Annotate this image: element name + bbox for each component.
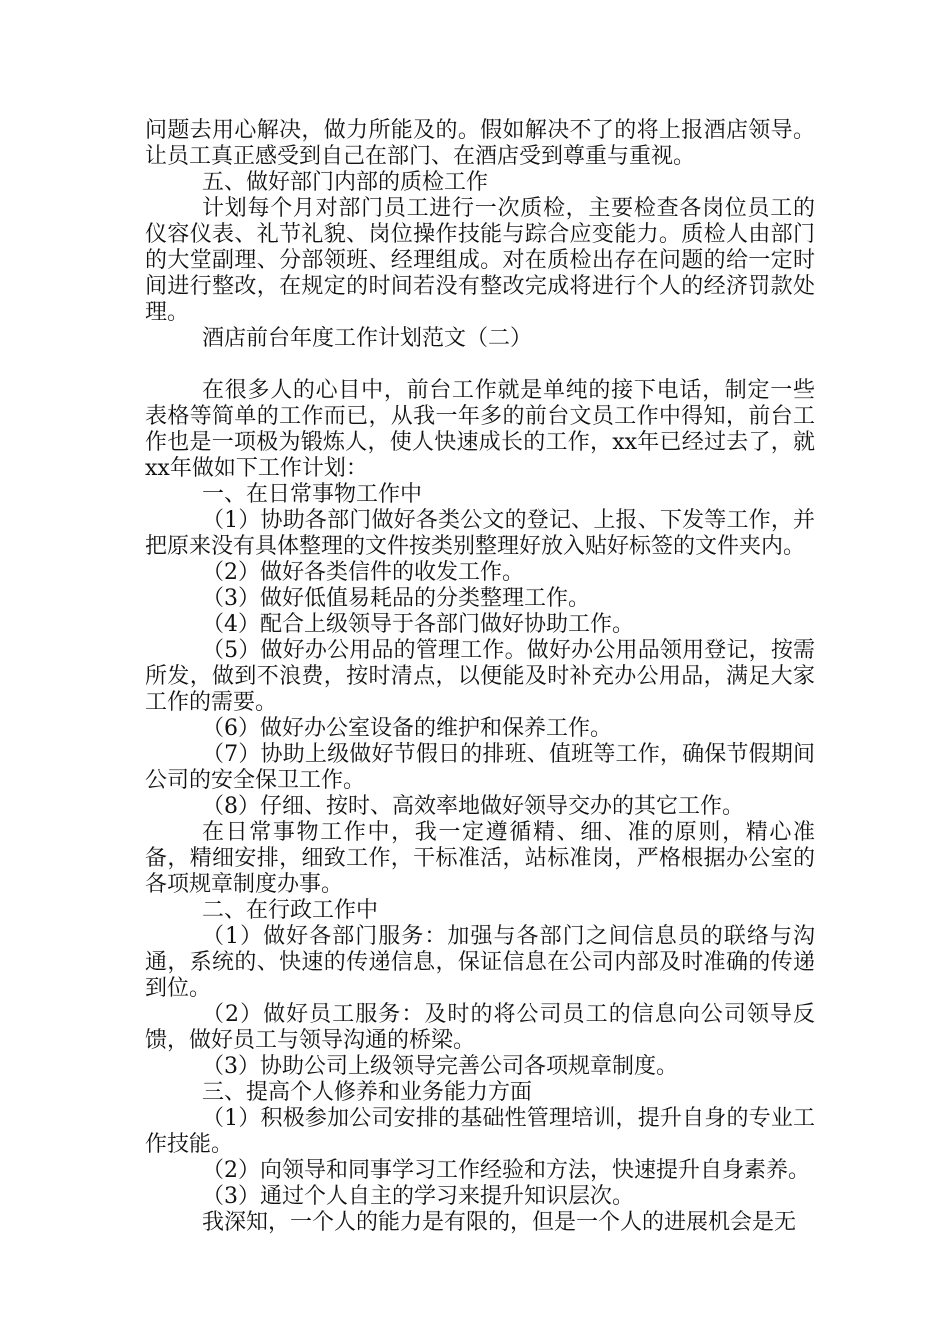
paragraph: 在很多人的心目中，前台工作就是单纯的接下电话，制定一些表格等简单的工作而已，从我一年多的前台文员工作中得知，前台工作也是一项极为锻炼人，使人快速成长的工作，xx年已经过去了，就xx年做如下工作计划：: [145, 378, 815, 481]
paragraph: 酒店前台年度工作计划范文（二）: [202, 326, 533, 351]
paragraph: （7）协助上级做好节假日的排班、值班等工作，确保节假期间公司的安全保卫工作。: [145, 742, 815, 793]
paragraph: （1）做好各部门服务：加强与各部门之间信息员的联络与沟通，系统的、快速的传递信息，保证信息在公司内部及时准确的传递到位。: [145, 924, 815, 1001]
paragraph: （3）通过个人自主的学习来提升知识层次。: [202, 1184, 634, 1209]
paragraph: 在日常事物工作中，我一定遵循精、细、准的原则，精心准备，精细安排，细致工作，干标准活，站标准岗，严格根据办公室的各项规章制度办事。: [145, 820, 815, 897]
paragraph: 计划每个月对部门员工进行一次质检，主要检查各岗位员工的仪容仪表、礼节礼貌、岗位操作技能与踪合应变能力。质检人由部门的大堂副理、分部领班、经理组成。对在质检出存在问题的给一定时间进行整改，在规定的时间若没有整改完成将进行个人的经济罚款处理。: [145, 196, 815, 325]
paragraph: （4）配合上级领导于各部门做好协助工作。: [202, 612, 634, 637]
paragraph: 我深知，一个人的能力是有限的，但是一个人的进展机会是无: [202, 1210, 797, 1235]
document-body: [145, 118, 815, 1236]
paragraph: （6）做好办公室设备的维护和保养工作。: [202, 716, 612, 741]
paragraph: （3）做好低值易耗品的分类整理工作。: [202, 586, 590, 611]
paragraph: （5）做好办公用品的管理工作。做好办公用品领用登记，按需所发，做到不浪费，按时清点，以便能及时补充办公用品，满足大家工作的需要。: [145, 638, 815, 715]
paragraph: （2）做好员工服务：及时的将公司员工的信息向公司领导反馈，做好员工与领导沟通的桥梁。: [145, 1002, 815, 1053]
paragraph: （2）做好各类信件的收发工作。: [202, 560, 524, 585]
blank-line: [145, 352, 815, 378]
paragraph: （2）向领导和同事学习工作经验和方法，快速提升自身素养。: [202, 1158, 810, 1183]
paragraph: 五、做好部门内部的质检工作: [202, 170, 489, 195]
paragraph: 一、在日常事物工作中: [202, 482, 423, 507]
paragraph: 问题去用心解决，做力所能及的。假如解决不了的将上报酒店领导。让员工真正感受到自己在部门、在酒店受到尊重与重视。: [145, 118, 815, 169]
paragraph: （8）仔细、按时、高效率地做好领导交办的其它工作。: [202, 794, 744, 819]
paragraph: （1）积极参加公司安排的基础性管理培训，提升自身的专业工作技能。: [145, 1106, 815, 1157]
paragraph: 三、提高个人修养和业务能力方面: [202, 1080, 533, 1105]
paragraph: 二、在行政工作中: [202, 898, 379, 923]
paragraph: （3）协助公司上级领导完善公司各项规章制度。: [202, 1054, 678, 1079]
paragraph: （1）协助各部门做好各类公文的登记、上报、下发等工作，并把原来没有具体整理的文件按类别整理好放入贴好标签的文件夹内。: [145, 508, 815, 559]
